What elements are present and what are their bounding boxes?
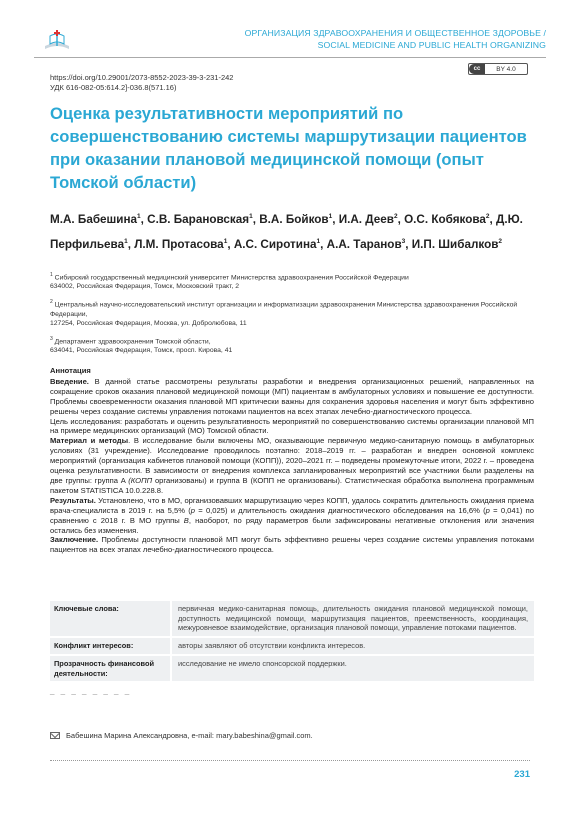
license-label: BY 4.0 xyxy=(496,65,516,73)
footer-rule xyxy=(50,760,530,761)
author-affiliation-mark: 2 xyxy=(498,238,503,246)
group-b-label: B xyxy=(183,515,189,525)
abstract xyxy=(50,366,534,555)
author-affiliation-mark: 1 xyxy=(223,238,228,246)
author-affiliation-mark: 3 xyxy=(401,238,406,246)
results-text-a: Установлено, что в МО, организовавших маршрутизацию через КОПП, удалось сократить длительность ожидания приема врача-специалиста в 2019 г. на 5,5% ( xyxy=(50,495,534,515)
author-affiliation-mark: 2 xyxy=(485,213,490,220)
abstract-conclusion xyxy=(50,535,534,555)
author-affiliation-mark: 1 xyxy=(124,238,128,246)
results-text-b: = 0,025) и длительность ожидания диагностического обследования на 16,6% ( xyxy=(195,505,486,515)
keywords-label: Ключевые слова: xyxy=(54,604,119,613)
keywords-row xyxy=(50,601,534,636)
author-name: Д.Ю. Перфильева xyxy=(50,212,523,252)
journal-logo-icon xyxy=(42,28,72,54)
contact-text[interactable]: Бабешина Марина Александровна, e-mail: mary.babeshina@gmail.com. xyxy=(66,731,313,740)
p-symbol-2: p xyxy=(485,505,490,515)
author-affiliation-mark: 1 xyxy=(316,238,321,246)
affiliation-item xyxy=(50,298,530,327)
intro-label: Введение. xyxy=(50,376,89,386)
keywords-value: первичная медико-санитарная помощь, длительность ожидания плановой медицинской помощи, доступность медицинской помощи, маршрутизация пациентов, преемственность, координация, межуровневое взаимодействие, организация плановой помощи, управление потоками пациентов. xyxy=(170,601,534,636)
affiliation-line: 634002, Российская Федерация, Томск, Московский тракт, 2 xyxy=(50,283,239,291)
journal-title-ru: ОРГАНИЗАЦИЯ ЗДРАВООХРАНЕНИЯ И ОБЩЕСТВЕННОЕ ЗДОРОВЬЕ / xyxy=(244,28,546,38)
affiliation-line: Департамент здравоохранения Томской области, xyxy=(54,337,211,345)
article-info-panel xyxy=(50,601,534,683)
intro-text: В данной статье рассмотрены результаты разработки и внедрения организационных решений, направленных на сокращение сроков оказания плановой медицинской помощи (МП) пациентам в амбулаторных условиях и повышение ее доступности. Проблемы своевременности оказания плановой МП критически важны для сохранения здоровья населения и могут быть эффективно решены через создание системы управления потоками пациентов на всех этапах лечебно-диагностического процесса. xyxy=(50,376,534,416)
funding-value: исследование не имело спонсорской поддержки. xyxy=(170,656,534,681)
affiliation-item xyxy=(50,335,530,355)
p-symbol-1: p xyxy=(190,505,195,515)
author-name: Л.М. Протасова xyxy=(134,238,224,252)
udc-code: УДК 616-082-05:614.2]-036.8(571.16) xyxy=(50,83,177,92)
corresponding-author xyxy=(50,731,313,740)
author-list: М.А. Бабешина$^1$, С.В. Барановская$^1$, В.А. Бойков$^1$, И.А. Деев$^2$, О.С. Кобякова$^2$, Д.Ю. Перфильева$^1$, Л.М. Протасова$^1$, А.С. Сиротина$^1$, А.А. Таранов$^3$, И.П. Шибалков$^2$ xyxy=(50,212,523,252)
author-name: А.С. Сиротина xyxy=(233,238,317,252)
abstract-aim: Цель исследования: разработать и оценить результативность мероприятий по совершенствованию системы организации плановой МП на примере медицинских организаций (МО) Томской области. xyxy=(50,416,534,436)
author-name: С.В. Барановская xyxy=(147,212,250,226)
affiliation-item xyxy=(50,271,530,291)
affiliation-number: 3 xyxy=(50,335,53,342)
abstract-heading: Аннотация xyxy=(50,366,91,375)
journal-header xyxy=(34,26,546,58)
conclusion-label: Заключение. xyxy=(50,535,99,545)
affiliation-list xyxy=(50,271,530,362)
author-name: М.А. Бабешина xyxy=(50,212,138,226)
affiliation-number: 2 xyxy=(50,299,53,306)
conflict-label: Конфликт интересов: xyxy=(54,641,134,651)
author-affiliation-mark: 2 xyxy=(393,213,398,220)
abstract-results xyxy=(50,496,534,536)
affiliation-line: Сибирский государственный медицинский университет Министерства здравоохранения Российской Федерации xyxy=(54,274,409,282)
conflict-row xyxy=(50,638,534,654)
affiliation-number: 1 xyxy=(50,272,53,278)
journal-title xyxy=(245,27,546,51)
methods-text-b: организованы) и группа B (КОПП не организованы). Статистическая обработка выполнена программным пакетом STATISTICA 10.0.228.8. xyxy=(50,475,534,495)
abstract-introduction xyxy=(50,377,534,417)
methods-italic: (КОПП xyxy=(128,475,153,485)
author-name: И.А. Деев xyxy=(338,212,394,226)
author-affiliation-mark: 1 xyxy=(137,213,141,220)
author-affiliation-mark: 1 xyxy=(328,213,333,220)
article-title: Оценка результативности мероприятий по совершенствованию системы маршрутизации пациентов при оказании плановой медицинской помощи (опыт Томской области) xyxy=(50,104,527,192)
cc-license-badge[interactable] xyxy=(468,63,528,75)
author-affiliation-mark: 1 xyxy=(249,213,253,220)
author-name: И.П. Шибалков xyxy=(411,238,499,252)
author-name: А.А. Таранов xyxy=(326,238,402,252)
journal-title-en: SOCIAL MEDICINE AND PUBLIC HEALTH ORGANIZING xyxy=(317,40,546,50)
envelope-icon xyxy=(50,732,60,739)
results-text-c: = 0,041) по сравнению с 2018 г. В МО группы xyxy=(50,505,534,525)
affiliation-line: 634041, Российская Федерация, Томск, просп. Кирова, 41 xyxy=(50,346,233,354)
affiliation-line: Центральный научно-исследовательский институт организации и информатизации здравоохранения Министерства здравоохранения Российской Федерации, xyxy=(50,301,518,318)
funding-row xyxy=(50,656,534,681)
article-meta xyxy=(50,73,233,93)
author-name: О.С. Кобякова xyxy=(404,212,486,226)
footnote-separator: _ _ _ _ _ _ _ _ xyxy=(50,686,132,695)
funding-label: Прозрачность финансовой деятельности: xyxy=(54,658,155,678)
results-text-d: , наоборот, по ряду параметров были зафиксированы негативные отклонения или значения остались без изменения. xyxy=(50,515,534,535)
conclusion-text: Проблемы доступности плановой МП могут быть эффективно решены через создание системы управления потоками пациентов на всех этапах лечебно-диагностического процесса. xyxy=(50,535,534,555)
affiliation-line: 127254, Российская Федерация, Москва, ул. Добролюбова, 11 xyxy=(50,319,247,327)
conflict-value: авторы заявляют об отсутствии конфликта интересов. xyxy=(170,638,534,654)
methods-text-a: . В исследование были включены МО, оказывающие первичную медико-санитарную помощь в амбулаторных условиях (31 учреждение). Исследование проводилось поэтапно: 2018–2019 гг. – разработан и внедрен основной комплекс мероприятий (организация кабинетов плановой помощи (КОПП)), 2020–2021 гг. – подведены промежуточные итоги, 2022 г. – проведена оценка результативности. В зависимости от внедрения комплекса запланированных мероприятий все участники были разделены на две группы: группа A xyxy=(50,436,534,485)
doi-link[interactable]: https://doi.org/10.29001/2073-8552-2023-39-3-231-242 xyxy=(50,73,234,82)
results-label: Результаты. xyxy=(50,495,96,505)
page-number: 231 xyxy=(514,769,530,780)
author-name: В.А. Бойков xyxy=(259,212,329,226)
header-rule xyxy=(34,57,546,58)
abstract-methods xyxy=(50,436,534,495)
cc-icon: cc xyxy=(469,64,485,74)
methods-label: Материал и методы xyxy=(50,436,129,446)
